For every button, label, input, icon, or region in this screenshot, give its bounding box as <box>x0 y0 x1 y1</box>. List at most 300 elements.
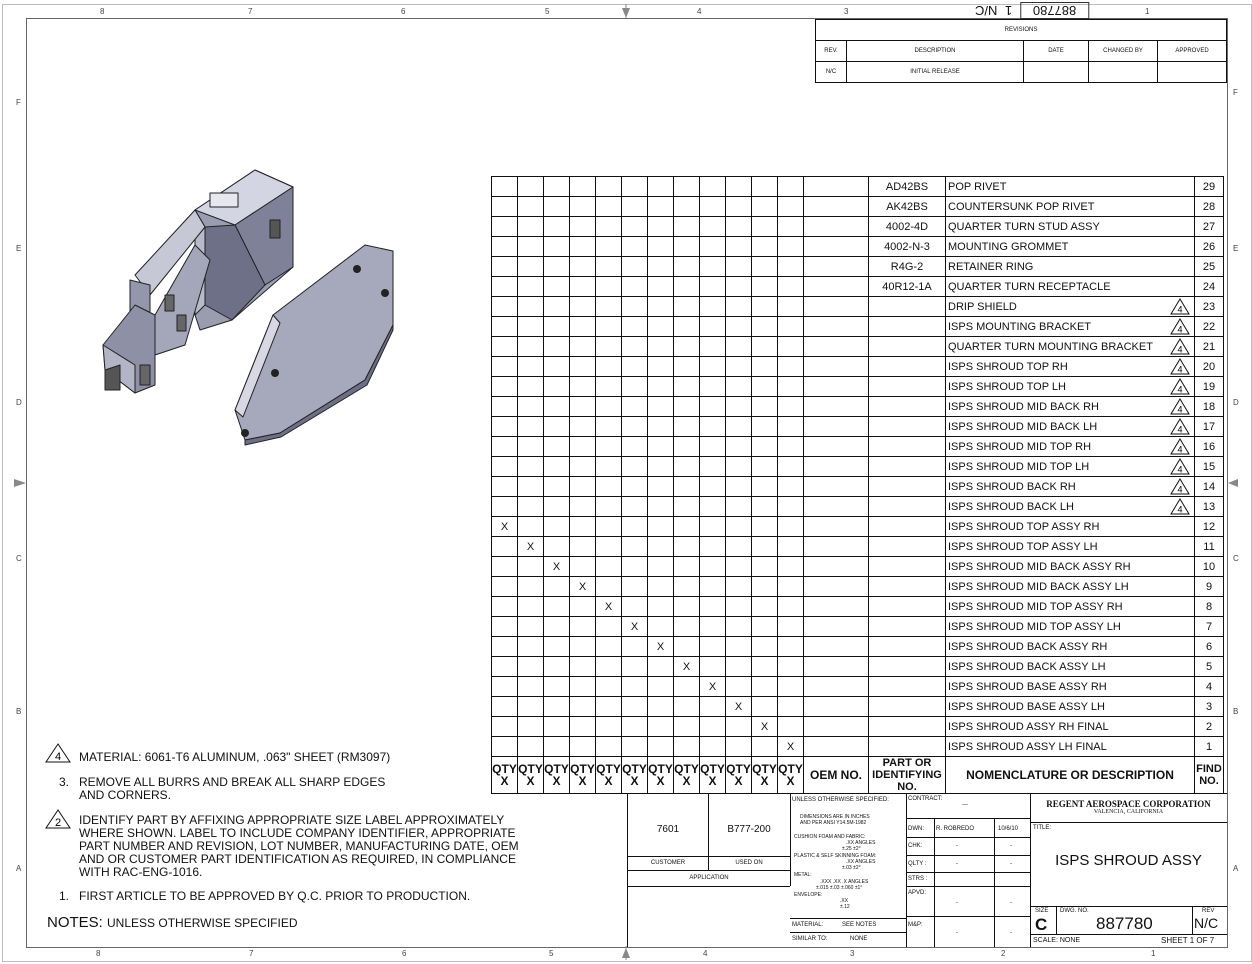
bom-qty-cell <box>648 557 674 577</box>
note-flag-triangle <box>1170 398 1190 415</box>
bom-qty-cell <box>570 617 596 637</box>
bom-find-number: 14 <box>1195 477 1224 497</box>
bom-oem-cell <box>804 657 869 677</box>
bom-qty-cell <box>596 637 622 657</box>
rev-label: REV <box>1202 908 1215 914</box>
bom-qty-cell <box>492 177 518 197</box>
bom-qty-cell <box>492 437 518 457</box>
rev-cell-rev: N/C <box>816 62 847 83</box>
bom-row <box>492 257 1224 277</box>
bom-header-qty <box>700 757 726 794</box>
drawing-title: ISPS SHROUD ASSY <box>1055 852 1202 869</box>
bom-qty-cell <box>622 657 648 677</box>
bom-qty-cell <box>726 297 752 317</box>
bom-qty-cell <box>648 257 674 277</box>
bom-qty-cell <box>778 577 804 597</box>
bom-qty-cell <box>648 497 674 517</box>
bom-qty-cell <box>752 297 778 317</box>
notes-block <box>45 742 545 942</box>
bom-qty-cell <box>596 177 622 197</box>
bom-qty-cell <box>622 677 648 697</box>
bom-qty-cell <box>544 717 570 737</box>
co-line2 <box>1030 906 1227 907</box>
bom-qty-cell <box>492 677 518 697</box>
bom-qty-cell <box>778 677 804 697</box>
bom-qty-cell <box>648 697 674 717</box>
company-name: REGENT AEROSPACE CORPORATION <box>1046 799 1211 809</box>
note-flag-number: 4 <box>1177 424 1183 435</box>
bom-header-qty-label: QTY <box>622 762 647 776</box>
spec-metal: METAL: <box>794 872 812 878</box>
bom-qty-cell <box>674 457 700 477</box>
bom-qty-cell <box>570 177 596 197</box>
bom-header-qty-label: QTY <box>544 762 569 776</box>
zone-left-B: B <box>16 707 22 716</box>
zone-left-E: E <box>16 244 22 253</box>
bom-oem-cell <box>804 177 869 197</box>
qlty-label: QLTY : <box>908 861 927 867</box>
rev-cell-changed <box>1089 62 1158 83</box>
bom-qty-cell <box>700 217 726 237</box>
bom-nomenclature <box>946 737 1195 757</box>
bom-qty-cell <box>648 337 674 357</box>
bom-qty-cell <box>544 337 570 357</box>
bom-qty-cell <box>752 397 778 417</box>
usedon-label: USED ON <box>735 860 763 866</box>
bom-qty-cell <box>622 297 648 317</box>
bom-qty-cell <box>778 237 804 257</box>
note-flag-number: 4 <box>1177 384 1183 395</box>
spec-unless: UNLESS OTHERWISE SPECIFIED: <box>792 797 889 803</box>
bom-qty-cell <box>648 457 674 477</box>
bom-qty-cell <box>492 277 518 297</box>
zone-bottom-7: 7 <box>249 949 254 958</box>
bom-qty-cell <box>622 537 648 557</box>
bom-nomenclature-text: ISPS SHROUD ASSY LH FINAL <box>948 740 1107 753</box>
bom-qty-cell <box>700 577 726 597</box>
note-4-num: 4 <box>54 751 62 763</box>
bom-nomenclature-text: QUARTER TURN STUD ASSY <box>948 220 1100 233</box>
bom-header-qty-label: QTY <box>726 762 751 776</box>
bom-qty-cell <box>674 597 700 617</box>
so-vdiv1 <box>934 818 935 947</box>
bom-qty-cell <box>596 317 622 337</box>
bom-qty-cell <box>778 717 804 737</box>
zone-top-4: 4 <box>697 7 702 16</box>
bom-qty-cell <box>648 517 674 537</box>
bom-nomenclature-text: RETAINER RING <box>948 260 1034 273</box>
bom-qty-cell <box>778 457 804 477</box>
so-line6 <box>906 916 1030 917</box>
bom-qty-cell <box>622 597 648 617</box>
zone-top-6: 6 <box>401 7 406 16</box>
bom-qty-cell <box>752 477 778 497</box>
part-isometric-view <box>95 165 405 460</box>
bom-qty-cell <box>778 597 804 617</box>
bom-qty-cell: X <box>700 677 726 697</box>
bom-qty-cell <box>518 597 544 617</box>
zone-bottom-1: 1 <box>1151 949 1156 958</box>
bom-qty-cell: X <box>596 597 622 617</box>
bom-nomenclature <box>946 177 1195 197</box>
apvd-name: - <box>956 900 958 906</box>
bom-qty-cell <box>544 417 570 437</box>
bom-qty-cell <box>674 637 700 657</box>
app-line-1 <box>628 856 790 857</box>
bom-oem-cell <box>804 257 869 277</box>
bom-nomenclature <box>946 517 1195 537</box>
bom-nomenclature <box>946 437 1195 457</box>
bom-nomenclature <box>946 377 1195 397</box>
bom-qty-cell <box>674 177 700 197</box>
co-vdiv2 <box>1192 906 1193 934</box>
stamp-dwg: 887780 <box>1020 2 1089 19</box>
bom-qty-cell <box>492 637 518 657</box>
spec-line-mat <box>790 918 906 919</box>
note-flag-number: 4 <box>1177 324 1183 335</box>
bom-qty-cell <box>778 397 804 417</box>
bom-qty-cell <box>596 697 622 717</box>
zone-left-C: C <box>16 554 22 563</box>
bom-qty-cell <box>648 537 674 557</box>
so-line3 <box>906 855 1030 856</box>
material-label: MATERIAL: <box>792 922 824 928</box>
app-line-2 <box>628 870 790 871</box>
bom-qty-cell <box>622 637 648 657</box>
bom-qty-cell <box>648 717 674 737</box>
stress-label: STRS : <box>908 876 928 882</box>
bom-qty-cell <box>700 717 726 737</box>
bom-qty-cell <box>752 537 778 557</box>
bom-nomenclature <box>946 337 1195 357</box>
bom-qty-cell <box>648 317 674 337</box>
bom-qty-cell <box>570 197 596 217</box>
bom-header-qty-x: X <box>578 774 587 788</box>
bom-qty-cell <box>674 437 700 457</box>
bom-qty-cell <box>778 197 804 217</box>
bom-qty-cell <box>752 697 778 717</box>
bom-qty-cell <box>622 377 648 397</box>
bom-qty-cell <box>726 217 752 237</box>
bom-qty-cell <box>752 737 778 757</box>
bom-qty-cell <box>544 597 570 617</box>
bom-part-number: R4G-2 <box>869 257 946 277</box>
bom-oem-cell <box>804 637 869 657</box>
bom-qty-cell <box>752 677 778 697</box>
bom-header-qty <box>596 757 622 794</box>
bom-nomenclature-text: ISPS SHROUD BACK ASSY RH <box>948 640 1108 653</box>
mp-name: - <box>956 930 958 936</box>
spec-cushion-t: ±.25 ±2° <box>842 846 861 852</box>
bom-find-number: 16 <box>1195 437 1224 457</box>
bom-qty-cell <box>492 297 518 317</box>
notes-subtitle: UNLESS OTHERWISE SPECIFIED <box>107 916 298 930</box>
title-block <box>627 793 1227 947</box>
bom-oem-cell <box>804 237 869 257</box>
bom-qty-cell <box>570 217 596 237</box>
bom-qty-cell <box>674 417 700 437</box>
zone-bottom-6: 6 <box>402 949 407 958</box>
bom-qty-cell <box>518 197 544 217</box>
bom-qty-cell <box>544 617 570 637</box>
spec-env-t: ±.12 <box>840 904 850 910</box>
bom-qty-cell <box>518 417 544 437</box>
bom-qty-cell: X <box>570 577 596 597</box>
bom-qty-cell <box>700 597 726 617</box>
bom-header-part: PART OR IDENTIFYING NO. <box>869 757 946 794</box>
dwg-no-label: DWG. NO. <box>1060 908 1089 914</box>
bom-oem-cell <box>804 397 869 417</box>
zone-right-E: E <box>1233 244 1239 253</box>
bom-qty-cell <box>752 557 778 577</box>
bom-qty-cell <box>778 337 804 357</box>
bom-qty-cell <box>752 357 778 377</box>
bom-row <box>492 577 1224 597</box>
bom-nomenclature-text: POP RIVET <box>948 180 1007 193</box>
bom-qty-cell <box>622 277 648 297</box>
bom-find-number: 1 <box>1195 737 1224 757</box>
bom-nomenclature <box>946 577 1195 597</box>
spec-envelope: ENVELOPE: <box>794 892 823 898</box>
bom-find-number: 5 <box>1195 657 1224 677</box>
bom-qty-cell <box>492 237 518 257</box>
bom-qty-cell <box>648 617 674 637</box>
bom-nomenclature <box>946 557 1195 577</box>
note-2-line1: IDENTIFY PART BY AFFIXING APPROPRIATE SIZE LABEL APPROXIMATELY <box>79 813 505 827</box>
bom-qty-cell <box>570 417 596 437</box>
bom-qty-cell <box>726 397 752 417</box>
bom-qty-cell <box>648 657 674 677</box>
bom-oem-cell <box>804 297 869 317</box>
bom-header-qty-label: QTY <box>752 762 777 776</box>
bom-header-qty-label: QTY <box>596 762 621 776</box>
bom-qty-cell <box>648 677 674 697</box>
bom-qty-cell <box>518 257 544 277</box>
bom-qty-cell <box>544 517 570 537</box>
bom-oem-cell <box>804 497 869 517</box>
bom-oem-cell <box>804 337 869 357</box>
bom-qty-cell <box>570 337 596 357</box>
bom-part-number <box>869 597 946 617</box>
bom-row <box>492 357 1224 377</box>
zone-left-A: A <box>16 864 22 873</box>
bom-qty-cell <box>726 337 752 357</box>
note-2-line4: AND OR CUSTOMER PART IDENTIFICATION AS REQUIRED, IN COMPLIANCE <box>79 852 516 866</box>
bom-qty-cell <box>726 377 752 397</box>
bom-qty-cell <box>518 517 544 537</box>
chk-label: CHK: <box>908 843 923 849</box>
similar-label: SIMILAR TO: <box>792 936 828 942</box>
bom-nomenclature-text: ISPS SHROUD BASE ASSY LH <box>948 700 1105 713</box>
bom-header-qty <box>544 757 570 794</box>
bom-qty-cell <box>492 557 518 577</box>
bom-nomenclature <box>946 237 1195 257</box>
bom-qty-cell <box>674 617 700 637</box>
bom-qty-cell <box>674 337 700 357</box>
bom-oem-cell <box>804 197 869 217</box>
bom-qty-cell <box>726 477 752 497</box>
bom-qty-cell <box>622 417 648 437</box>
bom-qty-cell <box>596 517 622 537</box>
bom-header-qty-x: X <box>760 774 769 788</box>
bom-qty-cell <box>518 297 544 317</box>
stamp-num: 1 <box>1005 3 1013 18</box>
note-2-num: 2 <box>54 817 62 829</box>
rev-cell-approved <box>1158 62 1227 83</box>
bom-find-number: 10 <box>1195 557 1224 577</box>
bom-qty-cell <box>726 717 752 737</box>
bom-qty-cell <box>570 557 596 577</box>
bom-qty-cell <box>596 417 622 437</box>
bom-qty-cell <box>492 577 518 597</box>
bom-part-number <box>869 637 946 657</box>
bom-header-qty-label: QTY <box>648 762 673 776</box>
note-flag-number: 4 <box>1177 504 1183 515</box>
bom-qty-cell <box>622 217 648 237</box>
bom-qty-cell <box>518 657 544 677</box>
note-flag-triangle <box>1170 338 1190 355</box>
bom-find-number: 21 <box>1195 337 1224 357</box>
bom-qty-cell <box>648 197 674 217</box>
bom-qty-cell <box>492 397 518 417</box>
mp-label: M&P: <box>908 922 923 928</box>
bom-qty-cell <box>752 657 778 677</box>
bom-find-number: 3 <box>1195 697 1224 717</box>
bom-qty-cell <box>596 717 622 737</box>
bom-row <box>492 737 1224 757</box>
bom-qty-cell <box>648 477 674 497</box>
bom-qty-cell <box>544 497 570 517</box>
zone-right-C: C <box>1233 554 1239 563</box>
note-flag-triangle <box>1170 298 1190 315</box>
bom-qty-cell <box>700 417 726 437</box>
bom-qty-cell <box>674 197 700 217</box>
bom-header-qty-label: QTY <box>700 762 725 776</box>
bom-qty-cell <box>544 577 570 597</box>
bom-header-qty-label: QTY <box>570 762 595 776</box>
note-1-num: 1. <box>59 889 70 903</box>
bom-nomenclature <box>946 357 1195 377</box>
sheet-label: SHEET 1 OF 7 <box>1161 936 1215 945</box>
bom-qty-cell <box>596 457 622 477</box>
bom-nomenclature-text: QUARTER TURN MOUNTING BRACKET <box>948 340 1153 353</box>
bom-find-number: 2 <box>1195 717 1224 737</box>
bom-qty-cell <box>622 337 648 357</box>
bom-oem-cell <box>804 597 869 617</box>
bom-qty-cell <box>700 537 726 557</box>
bom-nomenclature <box>946 697 1195 717</box>
bom-qty-cell <box>596 357 622 377</box>
bom-qty-cell <box>726 417 752 437</box>
bom-qty-cell <box>700 697 726 717</box>
note-flag-triangle <box>1170 418 1190 435</box>
bom-part-number <box>869 517 946 537</box>
note-2-triangle <box>45 809 71 829</box>
so-line5 <box>906 886 1030 887</box>
bom-part-number: 40R12-1A <box>869 277 946 297</box>
zone-right-B: B <box>1233 707 1239 716</box>
note-flag-triangle <box>1170 318 1190 335</box>
bom-find-number: 28 <box>1195 197 1224 217</box>
rev-header-changed: CHANGED BY <box>1089 41 1158 62</box>
note-flag-triangle <box>1170 498 1190 515</box>
note-flag-triangle <box>1170 478 1190 495</box>
bom-qty-cell <box>492 217 518 237</box>
bom-header-qty-x: X <box>786 774 795 788</box>
bom-row <box>492 717 1224 737</box>
bom-qty-cell <box>648 377 674 397</box>
bom-header-qty-x: X <box>734 774 743 788</box>
bom-nomenclature-text: ISPS SHROUD BACK RH <box>948 480 1076 493</box>
bom-part-number <box>869 477 946 497</box>
bom-qty-cell <box>544 257 570 277</box>
zone-top-3: 3 <box>844 7 849 16</box>
bom-qty-cell <box>648 417 674 437</box>
bom-nomenclature-text: ISPS SHROUD MID BACK ASSY LH <box>948 580 1129 593</box>
bom-qty-cell <box>700 357 726 377</box>
bom-nomenclature-text: ISPS SHROUD MID BACK ASSY RH <box>948 560 1131 573</box>
rev-cell-desc: INITIAL RELEASE <box>847 62 1024 83</box>
bom-find-number: 18 <box>1195 397 1224 417</box>
note-flag-number: 4 <box>1177 464 1183 475</box>
bom-nomenclature <box>946 617 1195 637</box>
bom-qty-cell <box>778 537 804 557</box>
bom-qty-cell <box>570 517 596 537</box>
qlty-name: - <box>956 861 958 867</box>
bom-part-number <box>869 737 946 757</box>
dwn-date: 10/6/10 <box>998 826 1019 832</box>
bom-part-number <box>869 617 946 637</box>
bom-qty-cell <box>752 457 778 477</box>
bom-qty-cell <box>518 337 544 357</box>
bom-qty-cell <box>518 357 544 377</box>
bom-qty-cell <box>622 437 648 457</box>
bom-qty-cell <box>726 657 752 677</box>
bom-qty-cell <box>674 697 700 717</box>
bom-part-number <box>869 677 946 697</box>
bom-nomenclature <box>946 257 1195 277</box>
bom-qty-cell <box>622 197 648 217</box>
bom-find-number: 11 <box>1195 537 1224 557</box>
so-line4 <box>906 872 1030 873</box>
contract-label: CONTRACT: <box>908 796 943 802</box>
bom-qty-cell <box>518 637 544 657</box>
revisions-title: REVISIONS <box>816 20 1227 41</box>
bom-qty-cell <box>700 237 726 257</box>
bom-row <box>492 537 1224 557</box>
bom-nomenclature-text: ISPS SHROUD MID BACK LH <box>948 420 1098 433</box>
bom-qty-cell <box>674 217 700 237</box>
bom-header-qty <box>622 757 648 794</box>
bom-row <box>492 517 1224 537</box>
bom-qty-cell <box>726 277 752 297</box>
bom-qty-cell <box>700 657 726 677</box>
bom-part-number <box>869 657 946 677</box>
zone-left-D: D <box>16 398 22 407</box>
bom-qty-cell <box>700 197 726 217</box>
bom-qty-cell <box>596 557 622 577</box>
bom-find-number: 29 <box>1195 177 1224 197</box>
zone-right-F: F <box>1233 88 1238 97</box>
bom-part-number <box>869 297 946 317</box>
bom-header-qty <box>778 757 804 794</box>
bom-qty-cell <box>596 337 622 357</box>
bom-qty-cell <box>700 437 726 457</box>
bom-qty-cell <box>674 537 700 557</box>
bom-qty-cell <box>726 597 752 617</box>
spec-cushion: CUSHION FOAM AND FABRIC: <box>794 834 866 840</box>
bom-qty-cell <box>518 477 544 497</box>
